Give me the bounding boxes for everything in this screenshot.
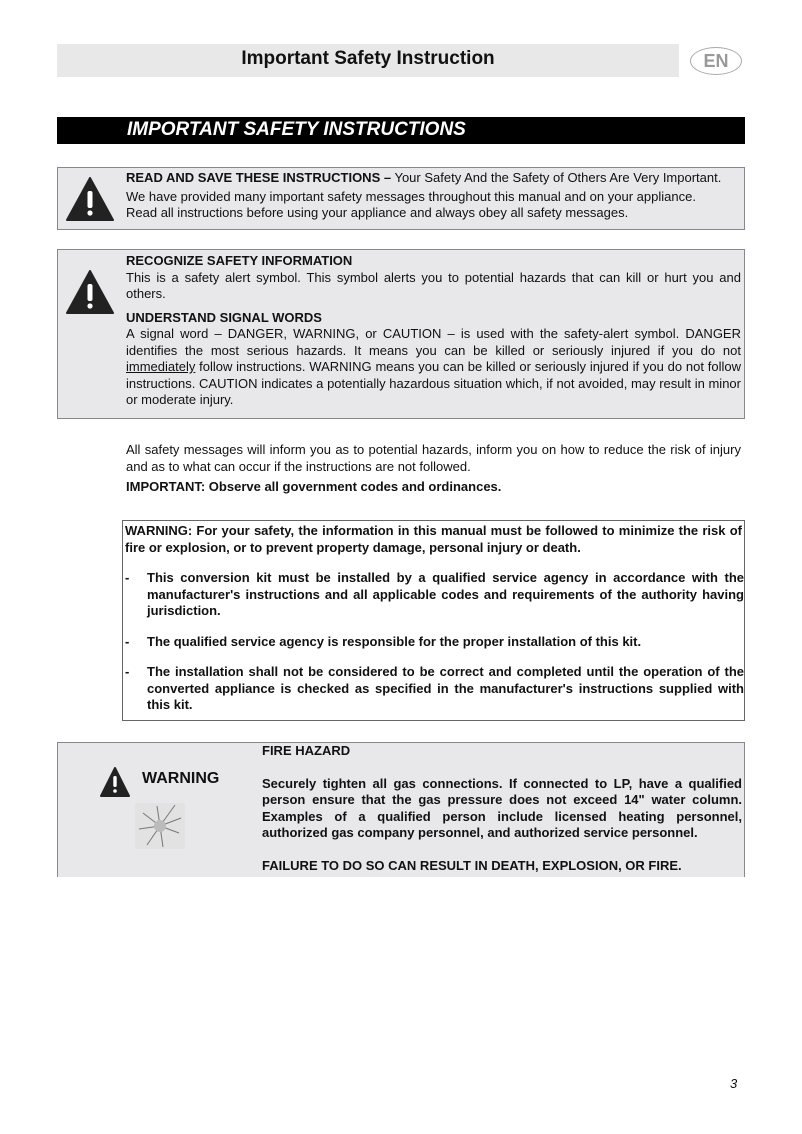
list-dash: - bbox=[125, 570, 130, 585]
list-dash: - bbox=[125, 664, 130, 679]
fire-hazard-failure: FAILURE TO DO SO CAN RESULT IN DEATH, EXPLOSION, OR FIRE. bbox=[262, 857, 682, 873]
banner-title: IMPORTANT SAFETY INSTRUCTIONS bbox=[127, 119, 466, 140]
signal-text-underlined: immediately bbox=[126, 359, 196, 374]
list-text: The installation shall not be considered to be correct and completed until the operation of the converted appliance is checked as specified in the manufacturer's instructions supplied with this kit. bbox=[147, 664, 744, 712]
fire-hazard-text: Securely tighten all gas connections. If connected to LP, have a qualified person ensure that the gas pressure does not exceed 14" water column. Examples of a qualified person include licensed heating personnel, authorized gas company personnel, and authorized service personnel. bbox=[262, 775, 742, 840]
section-banner bbox=[57, 117, 745, 144]
list-item bbox=[123, 664, 744, 714]
warning-intro: WARNING: For your safety, the information in this manual must be followed to minimize the risk of fire or explosion, or to prevent property damage, personal injury or death. bbox=[125, 523, 742, 555]
signal-text-part: follow instructions. WARNING means you can be killed or seriously injured if you do not follow instructions. CAUTION indicates a potentially hazardous situation which, if not avoided, may result in minor or moderate injury. bbox=[126, 359, 741, 407]
read-save-heading: READ AND SAVE THESE INSTRUCTIONS – bbox=[126, 170, 392, 185]
read-save-line: We have provided many important safety messages throughout this manual and on your appliance. bbox=[126, 188, 696, 204]
list-text: This conversion kit must be installed by a qualified service agency in accordance with the manufacturer's instructions and all applicable codes and requirements of the authority having jurisdiction. bbox=[147, 570, 744, 618]
recognize-heading: RECOGNIZE SAFETY INFORMATION bbox=[126, 253, 353, 268]
page-header bbox=[57, 44, 679, 77]
explosion-icon bbox=[135, 803, 185, 849]
conversion-warning-box bbox=[122, 520, 745, 721]
list-item bbox=[123, 570, 744, 620]
read-save-box bbox=[57, 167, 745, 230]
signal-text-part: A signal word – DANGER, WARNING, or CAUTION – is used with the safety-alert symbol. DANGER identifies the most serious hazards. It means you can be killed or seriously injured if you do not bbox=[126, 326, 741, 358]
header-title: Important Safety Instruction bbox=[241, 48, 495, 69]
list-dash: - bbox=[125, 633, 130, 649]
language-badge: EN bbox=[690, 47, 742, 75]
general-info bbox=[126, 442, 741, 496]
general-text: All safety messages will inform you as to potential hazards, inform you on how to reduce the risk of injury and as to what can occur if the instructions are not followed. bbox=[126, 442, 741, 474]
fire-hazard-box bbox=[57, 742, 745, 877]
warning-triangle-icon bbox=[100, 767, 130, 797]
fire-hazard-heading: FIRE HAZARD bbox=[262, 743, 351, 758]
list-item bbox=[123, 634, 744, 651]
warning-triangle-icon bbox=[66, 177, 114, 221]
important-note: IMPORTANT: Observe all government codes and ordinances. bbox=[126, 479, 502, 494]
page-number: 3 bbox=[730, 1076, 738, 1091]
warning-triangle-icon bbox=[66, 270, 114, 314]
signal-words-box bbox=[57, 249, 745, 419]
read-save-lead: Your Safety And the Safety of Others Are Very Important. bbox=[391, 170, 722, 185]
signal-words-text bbox=[126, 326, 741, 409]
signal-words-heading: UNDERSTAND SIGNAL WORDS bbox=[126, 309, 322, 325]
read-save-line: Read all instructions before using your appliance and always obey all safety messages. bbox=[126, 205, 629, 220]
list-text: The qualified service agency is responsible for the proper installation of this kit. bbox=[147, 633, 642, 649]
warning-label: WARNING bbox=[142, 770, 220, 787]
recognize-text: This is a safety alert symbol. This symbol alerts you to potential hazards that can kill or hurt you and others. bbox=[126, 269, 741, 301]
